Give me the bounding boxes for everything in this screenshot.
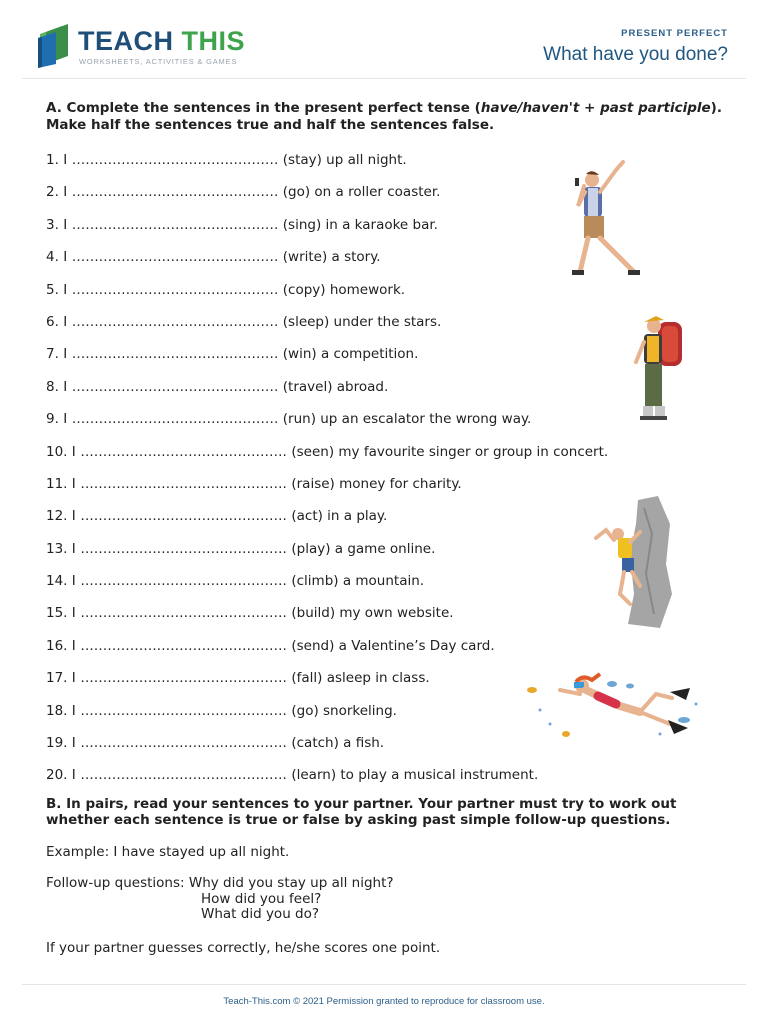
part-a-instruction	[46, 100, 722, 134]
sentence-item	[46, 636, 608, 668]
answer-blank[interactable]: I ..............................................	[63, 281, 279, 298]
part-b-section	[46, 796, 722, 828]
page-title: What have you done?	[543, 44, 728, 65]
sentence-item	[46, 150, 608, 182]
part-a-section	[46, 100, 722, 134]
hiker-illustration	[628, 312, 692, 422]
sentence-item	[46, 280, 608, 312]
item-number: 7.	[46, 346, 59, 363]
item-prompt: (go) snorkeling.	[291, 702, 397, 719]
item-prompt: (catch) a fish.	[291, 735, 385, 752]
item-number: 12.	[46, 508, 68, 525]
sentence-item	[46, 571, 608, 603]
answer-blank[interactable]: I ..............................................	[71, 540, 288, 557]
singer-illustration	[566, 160, 646, 280]
answer-blank[interactable]: I ..............................................	[71, 735, 288, 752]
followup-questions	[46, 876, 394, 923]
page-header	[0, 0, 768, 80]
item-number: 15.	[46, 605, 68, 622]
item-prompt: (run) up an escalator the wrong way.	[282, 411, 532, 428]
item-number: 10.	[46, 443, 68, 460]
item-prompt: (write) a story.	[282, 249, 381, 266]
item-prompt: (stay) up all night.	[282, 152, 407, 168]
item-number: 2.	[46, 184, 59, 201]
scoring-rule: If your partner guesses correctly, he/she scores one point.	[46, 940, 441, 956]
sentence-item	[46, 765, 608, 797]
item-prompt: (climb) a mountain.	[291, 573, 425, 590]
logo-tagline: WORKSHEETS, ACTIVITIES & GAMES	[79, 57, 238, 66]
item-number: 4.	[46, 249, 59, 266]
logo-wordmark	[78, 26, 245, 56]
answer-blank[interactable]: I ..............................................	[63, 184, 279, 201]
item-prompt: (act) in a play.	[291, 508, 388, 525]
footer-copyright[interactable]: Teach-This.com © 2021 Permission granted to reproduce for classroom use.	[223, 996, 545, 1007]
answer-blank[interactable]: I ..............................................	[63, 411, 279, 428]
followup-question: What did you do?	[201, 906, 320, 922]
answer-blank[interactable]: I ..............................................	[71, 508, 288, 525]
worksheet-topic: PRESENT PERFECT	[621, 28, 728, 39]
item-prompt: (raise) money for charity.	[291, 475, 462, 492]
answer-blank[interactable]: I ..............................................	[71, 475, 288, 492]
followup-label: Follow-up questions:	[46, 875, 185, 891]
answer-blank[interactable]: I ..............................................	[71, 637, 288, 654]
snorkeler-illustration	[520, 668, 704, 744]
item-number: 8.	[46, 378, 59, 395]
item-prompt: (send) a Valentine’s Day card.	[291, 637, 495, 654]
item-number: 19.	[46, 735, 68, 752]
item-number: 1.	[46, 152, 59, 168]
instruction-text: +	[579, 100, 601, 116]
answer-blank[interactable]: I ..............................................	[71, 443, 288, 460]
item-number: 3.	[46, 216, 59, 233]
sentence-item	[46, 182, 608, 214]
item-number: 9.	[46, 411, 59, 428]
item-prompt: (sing) in a karaoke bar.	[282, 216, 438, 233]
logo-word-this: THIS	[181, 26, 246, 56]
sentence-item	[46, 247, 608, 279]
footer-divider	[22, 984, 746, 985]
instruction-text: A. Complete the sentences in the present perfect tense (	[46, 100, 481, 116]
header-divider	[22, 78, 746, 79]
item-prompt: (learn) to play a musical instrument.	[291, 767, 539, 784]
item-prompt: (sleep) under the stars.	[282, 313, 442, 330]
answer-blank[interactable]: I ..............................................	[71, 767, 288, 784]
item-number: 13.	[46, 540, 68, 557]
item-prompt: (travel) abroad.	[282, 378, 389, 395]
item-prompt: (build) my own website.	[291, 605, 454, 622]
answer-blank[interactable]: I ..............................................	[63, 216, 279, 233]
answer-blank[interactable]: I ..............................................	[63, 313, 279, 330]
item-prompt: (fall) asleep in class.	[291, 670, 430, 687]
sentence-item	[46, 215, 608, 247]
sentence-item	[46, 474, 608, 506]
item-number: 5.	[46, 281, 59, 298]
item-prompt: (go) on a roller coaster.	[282, 184, 441, 201]
item-number: 20.	[46, 767, 68, 784]
instruction-emphasis: have/haven't	[480, 100, 580, 116]
part-b-instruction: B. In pairs, read your sentences to your partner. Your partner must try to work out whether each sentence is true or false by asking past simple follow-up questions.	[46, 796, 677, 828]
teachthis-logo[interactable]	[36, 24, 246, 70]
item-number: 17.	[46, 670, 68, 687]
answer-blank[interactable]: I ..............................................	[63, 152, 279, 168]
logo-word-teach: TEACH	[78, 26, 174, 56]
sentence-item	[46, 603, 608, 635]
sentence-item	[46, 377, 608, 409]
item-prompt: (copy) homework.	[282, 281, 406, 298]
item-number: 14.	[46, 573, 68, 590]
sentence-item	[46, 442, 608, 474]
sentence-item	[46, 539, 608, 571]
item-number: 18.	[46, 702, 68, 719]
example-sentence: Example: I have stayed up all night.	[46, 844, 290, 860]
item-number: 6.	[46, 313, 59, 330]
answer-blank[interactable]: I ..............................................	[71, 702, 288, 719]
answer-blank[interactable]: I ..............................................	[63, 346, 279, 363]
sentence-item	[46, 344, 608, 376]
answer-blank[interactable]: I ..............................................	[63, 249, 279, 266]
sentence-item	[46, 506, 608, 538]
instruction-emphasis: past participle	[600, 100, 711, 116]
answer-blank[interactable]: I ..............................................	[63, 378, 279, 395]
followup-question: How did you feel?	[201, 890, 322, 907]
answer-blank[interactable]: I ..............................................	[71, 670, 288, 687]
book-icon	[36, 24, 76, 68]
answer-blank[interactable]: I ..............................................	[71, 573, 288, 590]
item-number: 16.	[46, 637, 68, 654]
climber-illustration	[588, 494, 674, 632]
item-prompt: (seen) my favourite singer or group in concert.	[291, 443, 609, 460]
item-prompt: (play) a game online.	[291, 540, 436, 557]
answer-blank[interactable]: I ..............................................	[71, 605, 288, 622]
sentence-item	[46, 312, 608, 344]
instruction-text: ). Make half the sentences true and half the sentences false.	[46, 100, 722, 133]
followup-question: Why did you stay up all night?	[188, 875, 394, 891]
item-number: 11.	[46, 475, 68, 492]
item-prompt: (win) a competition.	[282, 346, 419, 363]
sentence-item	[46, 409, 608, 441]
